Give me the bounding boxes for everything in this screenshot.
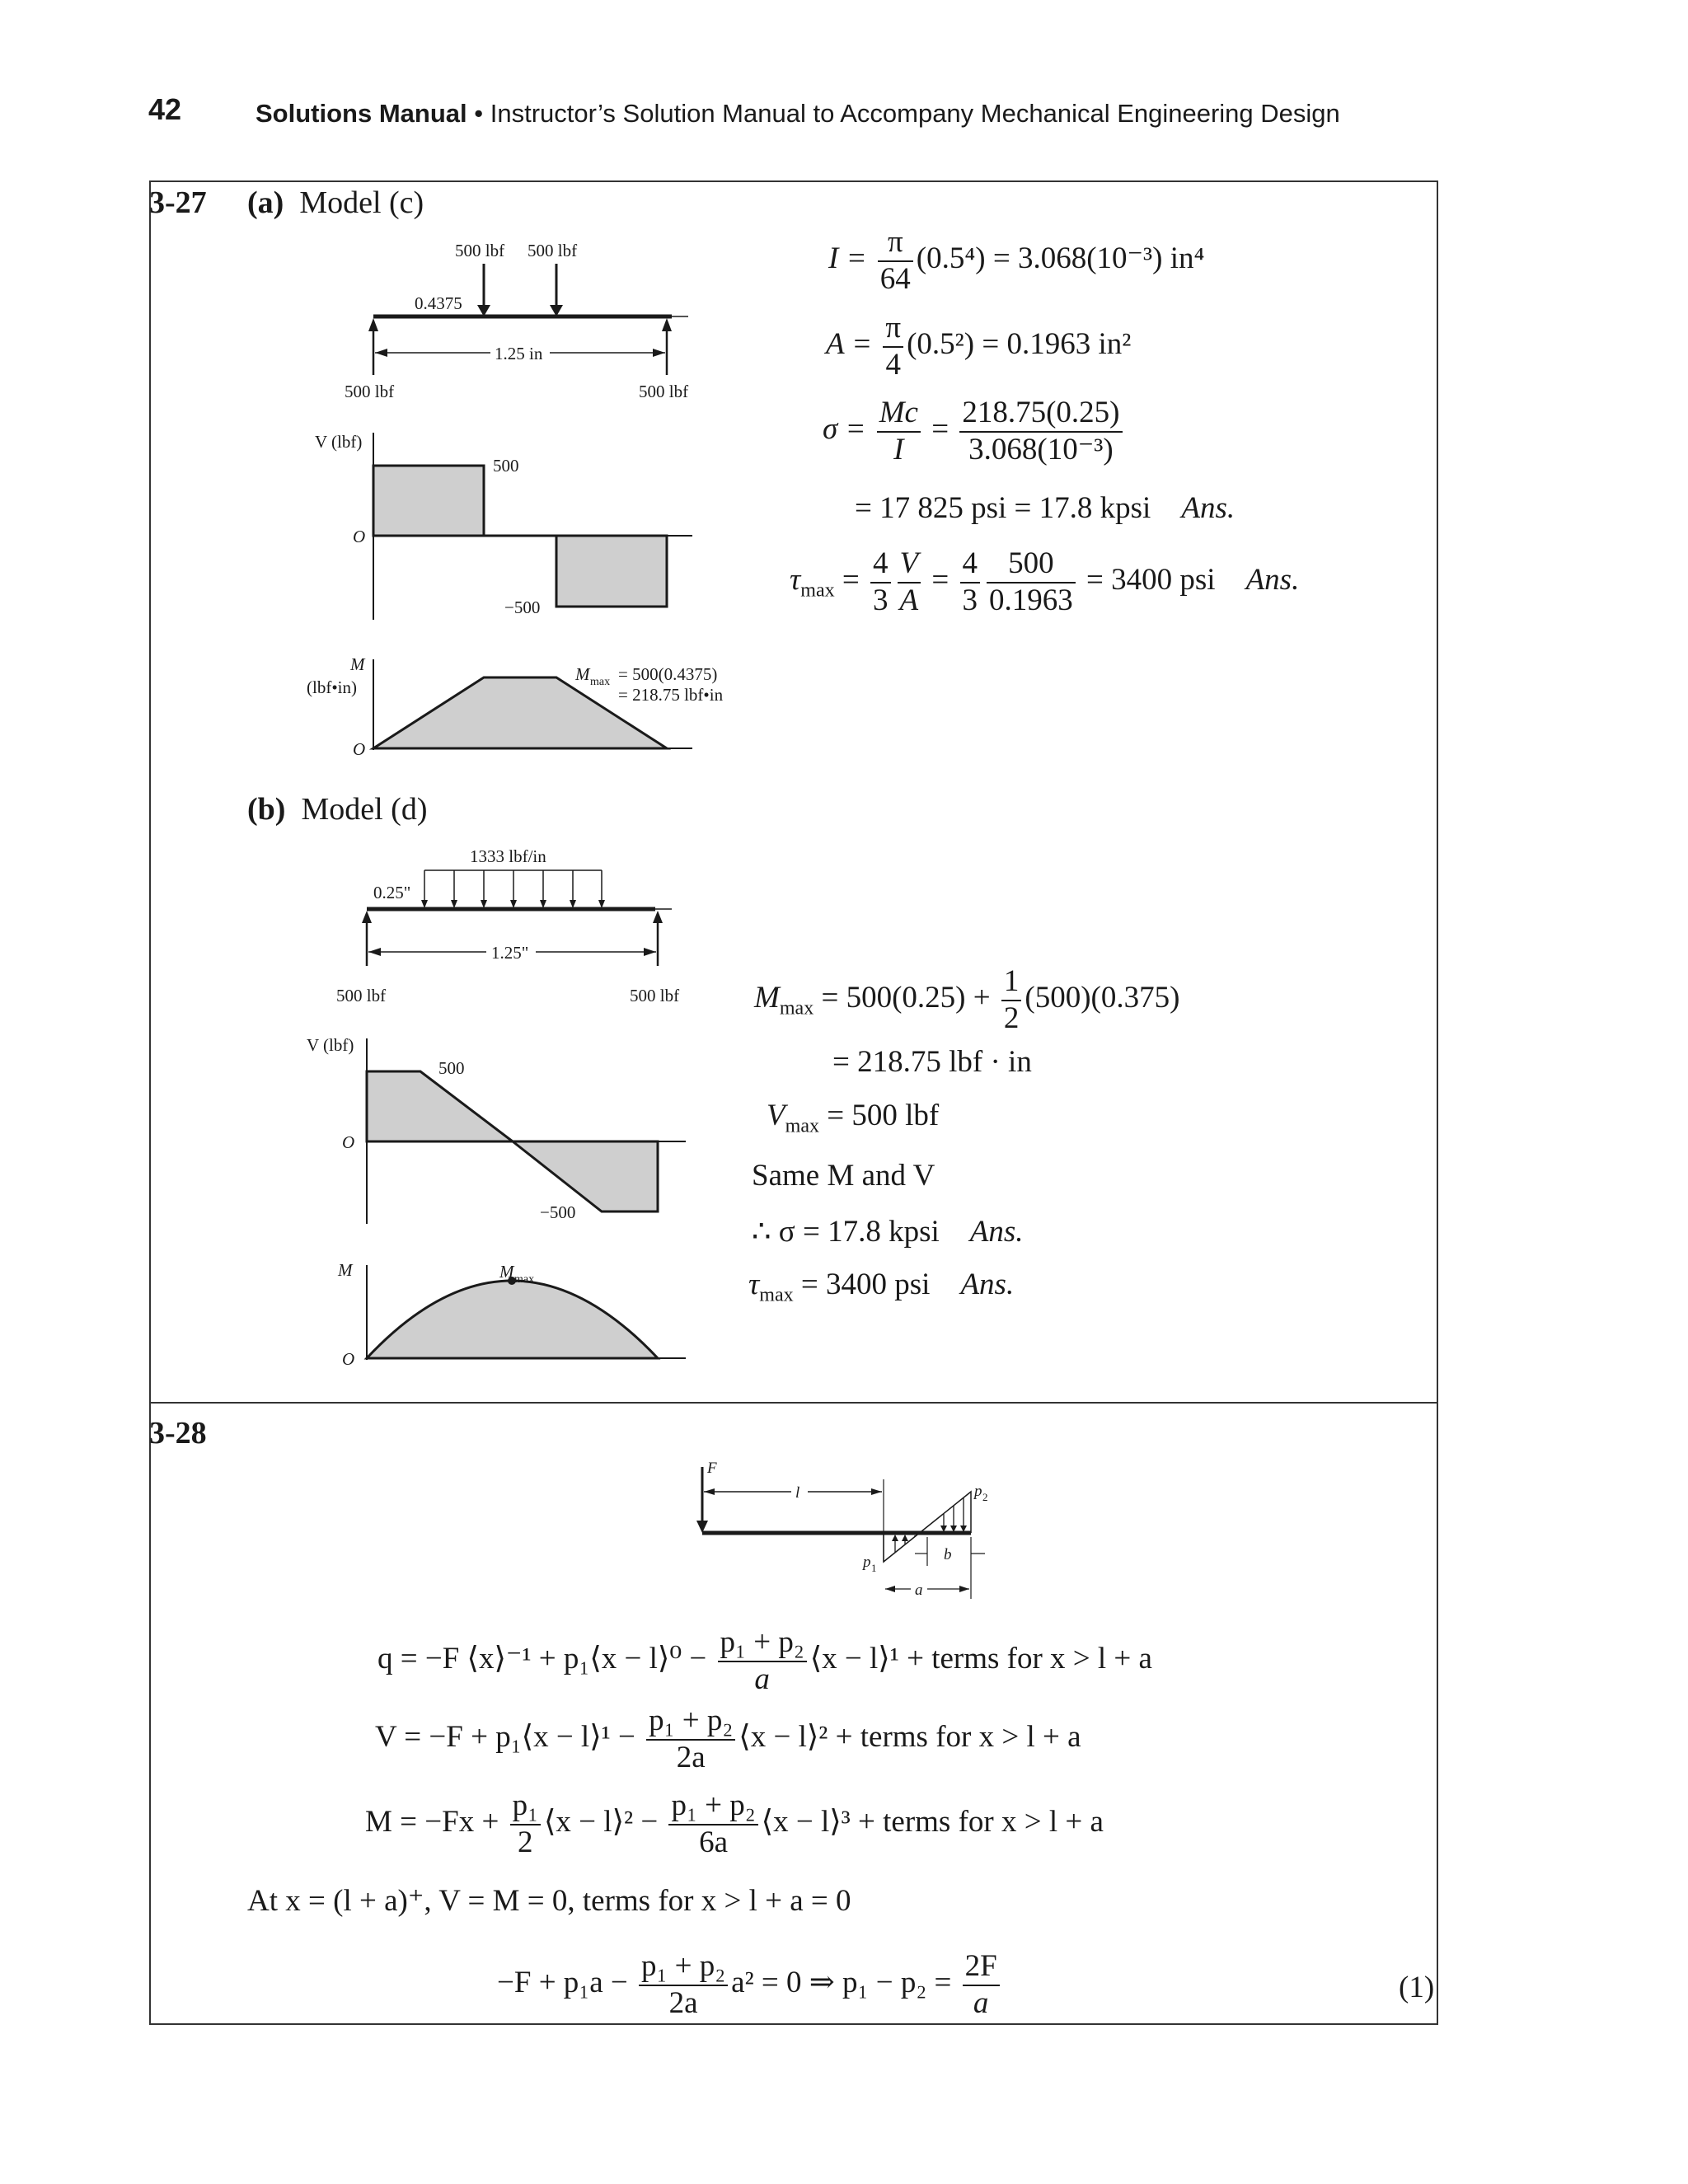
part-a-title: Model (c) bbox=[299, 185, 424, 220]
moment-region bbox=[367, 1281, 658, 1358]
page-number: 42 bbox=[148, 92, 182, 126]
answer-mark: Ans. bbox=[969, 1215, 1024, 1249]
reaction-label: 500 lbf bbox=[639, 382, 689, 401]
book-title: Solutions Manual bbox=[256, 99, 467, 128]
header-subtitle: Instructor’s Solution Manual to Accompany Mechanical Engineering Design bbox=[490, 99, 1340, 128]
shear-max-label: 500 bbox=[438, 1058, 465, 1078]
fraction: $\frac{1}{2}$ bbox=[1001, 964, 1022, 1036]
fraction: $\frac{\text{p₁ + p₂}}{6a}$ bbox=[668, 1788, 757, 1860]
mmax-value: = 218.75 lbf•in bbox=[618, 685, 724, 705]
problem-divider bbox=[149, 1402, 1438, 1404]
fraction: $\frac{218.75(0.25)}{\text{3.068(10⁻³)}}$ bbox=[959, 396, 1122, 467]
eq-rhs: = 17 825 psi = 17.8 kpsi bbox=[855, 491, 1151, 525]
mmax-subscript: max bbox=[590, 676, 611, 688]
span-label: 1.25 in bbox=[495, 344, 543, 363]
problem-number-3-28: 3-28 bbox=[149, 1416, 207, 1451]
moment-unit-label: (lbf•in) bbox=[307, 677, 358, 697]
distributed-load-label: 1333 lbf/in bbox=[470, 846, 546, 866]
eq-max-shear: $\tau_{max}$ = $\frac{4}{3}$ $\frac{V}{A}$ = $\frac{4}{3}$ $\frac{500}{0.1963}$ = 3400 psi Ans. bbox=[790, 546, 1300, 617]
span-label: 1.25" bbox=[491, 943, 529, 963]
eq-moment-of-inertia bbox=[828, 225, 1204, 297]
eq-max-moment-result: = 218.75 lbf · in bbox=[832, 1045, 1032, 1079]
mmax-label: M bbox=[575, 664, 590, 684]
origin-label: O bbox=[353, 739, 366, 759]
origin-label: O bbox=[353, 527, 366, 546]
eq-shear-function: V = −F + p₁⟨x − l⟩¹ − $\frac{\text{p₁ + p₂}}{2a}$ ⟨x − l⟩² + terms for x > l + a bbox=[375, 1704, 1081, 1774]
reaction-label: 500 lbf bbox=[630, 986, 680, 1005]
running-header bbox=[256, 99, 1340, 129]
boundary-condition-text: At x = (l + a)⁺, V = M = 0, terms for x > l + a = 0 bbox=[247, 1884, 851, 1918]
length-label: l bbox=[795, 1484, 800, 1502]
eq-rhs: (0.5⁴) = 3.068(10⁻³) in⁴ bbox=[916, 241, 1205, 276]
answer-mark: Ans. bbox=[1181, 491, 1236, 525]
fraction: $\frac{\text{p₁}}{2}$ bbox=[510, 1788, 541, 1860]
p2-subscript: 2 bbox=[982, 1491, 988, 1503]
load-label: 500 lbf bbox=[455, 241, 505, 260]
fraction: $\frac{\text{p₁ + p₂}}{2a}$ bbox=[639, 1949, 728, 2021]
eq-area bbox=[826, 311, 1131, 382]
fraction: $\frac{V}{A}$ bbox=[898, 546, 921, 618]
reaction-label: 500 lbf bbox=[336, 986, 387, 1005]
eq-stress: σ = $\frac{Mc}{I}$ = $\frac{218.75(0.25)}{\text{3.068(10⁻³)}}$ bbox=[823, 396, 1126, 467]
p1-label: p bbox=[863, 1554, 871, 1571]
origin-label: O bbox=[342, 1349, 355, 1369]
fraction: $\frac{\text{p₁ + p₂}}{2a}$ bbox=[646, 1704, 735, 1775]
fraction: $\frac{2F}{a}$ bbox=[963, 1949, 1000, 2021]
moment-axis-label: M bbox=[338, 1260, 353, 1280]
eq-rhs: = 3400 psi bbox=[1086, 563, 1216, 598]
shear-positive-region bbox=[373, 466, 484, 536]
equation-number: (1) bbox=[1399, 1971, 1435, 2004]
part-a-tag: (a) bbox=[247, 185, 284, 220]
beam-load-diagram bbox=[684, 1455, 1014, 1611]
origin-label: O bbox=[342, 1132, 355, 1152]
eq-moment-function: M = −Fx + $\frac{\text{p₁}}{2}$ ⟨x − l⟩² − $\frac{\text{p₁ + p₂}}{6a}$ ⟨x − l⟩³ + terms for x > l + a bbox=[365, 1788, 1104, 1859]
shear-min-label: −500 bbox=[504, 598, 541, 617]
answer-mark: Ans. bbox=[1245, 563, 1300, 598]
shear-axis-label: V (lbf) bbox=[315, 432, 363, 452]
eq-lhs: M bbox=[754, 981, 780, 1015]
eq-rhs: (0.5²) = 0.1963 in² bbox=[907, 327, 1132, 362]
answer-mark: Ans. bbox=[960, 1268, 1015, 1301]
fraction: $\frac{\text{p₁ + p₂}}{a}$ bbox=[718, 1625, 807, 1697]
shear-negative-region bbox=[513, 1141, 658, 1212]
eq-max-shear-force: $V_{max} = 500$ lbf bbox=[767, 1099, 940, 1137]
part-a-heading bbox=[247, 185, 424, 221]
mmax-label: M bbox=[499, 1262, 514, 1282]
eq-stress-result bbox=[855, 493, 1235, 523]
eq-max-moment: $M_{max} = 500(0.25)$ + $\frac{1}{2}$ (500)(0.375) bbox=[754, 964, 1180, 1035]
dimension-label: 0.25" bbox=[373, 883, 411, 902]
moment-axis-label: M bbox=[350, 654, 365, 674]
fraction: $\frac{4}{3}$ bbox=[870, 546, 891, 618]
same-m-v-note: Same M and V bbox=[752, 1159, 935, 1193]
header-bullet: • bbox=[474, 99, 484, 128]
eq-lhs: I = bbox=[828, 241, 867, 276]
b-label: b bbox=[944, 1546, 952, 1563]
fraction: $\frac{500}{0.1963}$ bbox=[987, 546, 1076, 618]
therefore-stress: ∴ σ = 17.8 kpsi Ans. bbox=[752, 1215, 1024, 1249]
eq-max-shear-stress: $\tau_{max} = 3400$ psi Ans. bbox=[748, 1268, 1015, 1306]
part-b-title: Model (d) bbox=[301, 792, 428, 827]
shear-min-label: −500 bbox=[540, 1202, 576, 1222]
eq-final: −F + p₁a − $\frac{\text{p₁ + p₂}}{2a}$ a² = 0 ⇒ p₁ − p₂ = $\frac{2F}{a}$ bbox=[497, 1949, 1003, 2021]
model-d-diagram bbox=[307, 841, 709, 1385]
load-label: 500 lbf bbox=[528, 241, 578, 260]
p2-label: p bbox=[974, 1483, 982, 1500]
force-label: F bbox=[707, 1460, 717, 1477]
shear-negative-region bbox=[556, 536, 667, 607]
part-b-tag: (b) bbox=[247, 792, 286, 827]
shear-axis-label: V (lbf) bbox=[307, 1035, 354, 1055]
reaction-label: 500 lbf bbox=[345, 382, 395, 401]
eq-load-intensity: q = −F ⟨x⟩⁻¹ + p₁⟨x − l⟩⁰ − $\frac{\text{p₁ + p₂}}{a}$ ⟨x − l⟩¹ + terms for x > l + a bbox=[377, 1625, 1152, 1696]
eq-lhs: σ = bbox=[823, 412, 866, 447]
eq-lhs: A = bbox=[826, 327, 873, 362]
p1-subscript: 1 bbox=[871, 1562, 877, 1574]
fraction: $\frac{\pi}{4}$ bbox=[883, 311, 903, 382]
fraction: $\frac{4}{3}$ bbox=[960, 546, 981, 618]
mmax-equation: = 500(0.4375) bbox=[618, 664, 718, 684]
a-label: a bbox=[915, 1582, 923, 1599]
model-c-diagram bbox=[297, 231, 758, 766]
shear-max-label: 500 bbox=[493, 456, 519, 476]
mmax-subscript: max bbox=[514, 1273, 535, 1286]
fraction: $\frac{\pi}{64}$ bbox=[878, 225, 913, 297]
shear-positive-region bbox=[367, 1071, 513, 1141]
fraction: $\frac{Mc}{I}$ bbox=[877, 396, 921, 467]
dimension-label: 0.4375 bbox=[415, 293, 462, 313]
part-b-heading bbox=[247, 791, 427, 827]
eq-lhs: τ bbox=[790, 563, 801, 598]
problem-number-3-27: 3-27 bbox=[149, 185, 207, 220]
